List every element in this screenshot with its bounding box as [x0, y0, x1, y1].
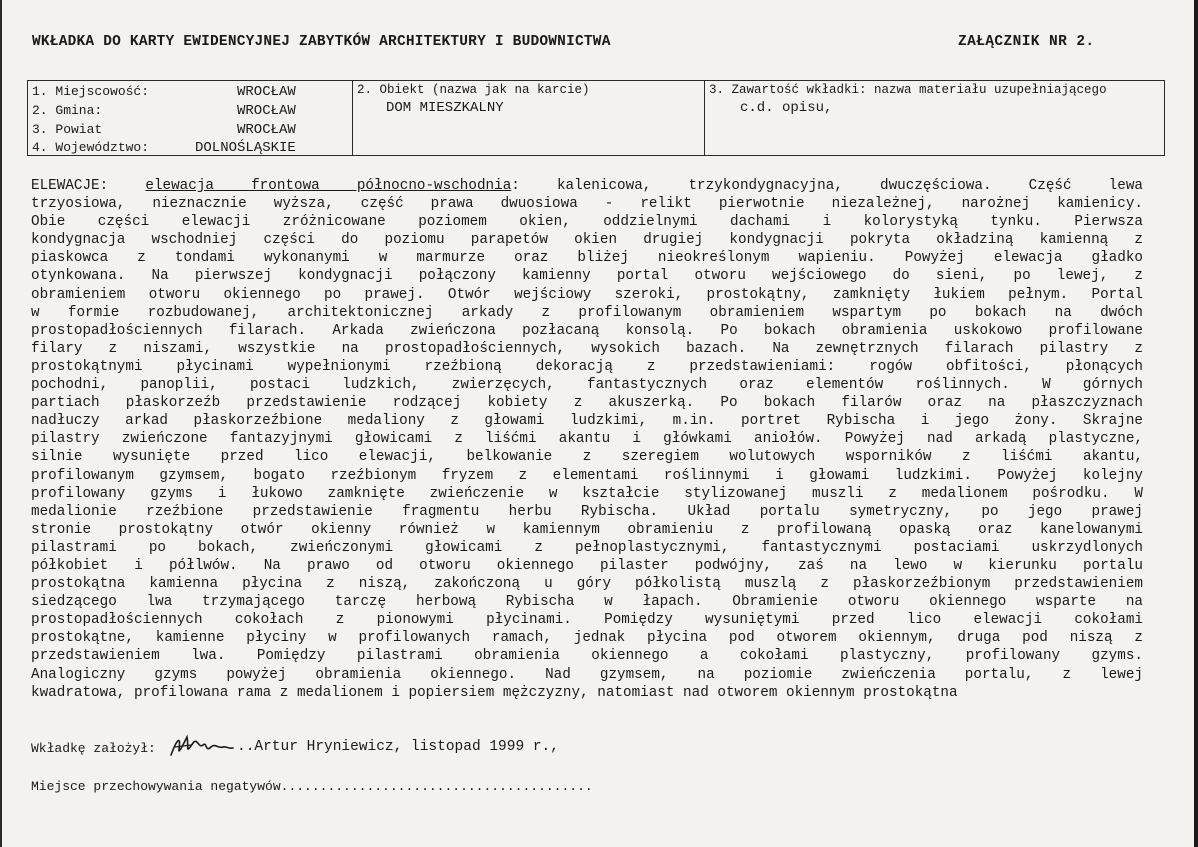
location-label: 3. Powiat	[32, 122, 103, 137]
description-line: otynkowana. Na pierwszej kondygnacji połączony kamienny portal otworu wejściowego do sieni, po lewej, z	[31, 268, 1143, 285]
description-line: Obie części elewacji zróżnicowane poziomem okien, oddzielnymi dachami i kolorystyką tynku. Pierwsza	[31, 214, 1143, 231]
handwritten-signature	[167, 733, 237, 761]
description-line: pilastrami po bokach, zwieńczonymi głowicami z pełnoplastycznymi, fantastycznymi postaciami uskrzydlonych	[31, 539, 1143, 556]
description-line: prostokątne, kamienne płyciny w profilowanych ramach, jednak płycina pod otworem okiennym, druga pod niszą z	[31, 630, 1143, 647]
description-line: kwadratowa, profilowana rama z medalionem i popiersiem mężczyzny, natomiast nad otworem okiennym prostokątna	[31, 684, 958, 701]
description-line: prostopadłościennych cokołach z pionowymi płycinami. Pomiędzy wysuniętymi przed lico elewacji cokołami	[31, 612, 1143, 629]
description-line: w formie rozbudowanej, architektonicznej arkady z profilowanym obramieniem wspartym po bokach na dwóch	[31, 304, 1143, 321]
negatives-storage-line: Miejsce przechowywania negatywów........................................	[31, 779, 593, 794]
location-value: WROCŁAW	[237, 84, 296, 100]
description-line: profilowanym gzymsem, bogato rzeźbionym fryzem z elementami roślinnymi i głowami ludzkimi. Powyżej kolejny	[31, 467, 1143, 484]
section-prefix: ELEWACJE:	[31, 178, 146, 194]
left-edge	[0, 0, 2, 847]
contents-heading: 3. Zawartość wkładki: nazwa materiału uzupełniającego	[709, 83, 1107, 97]
description-line: profilowany gzyms i łukowo zamknięte zwieńczenie w kształcie stylizowanej muszli z medalionem pośrodku. W	[31, 485, 1143, 502]
author-label: Wkładkę założył:	[31, 741, 156, 756]
location-column	[28, 81, 353, 155]
description-line: obramieniem otworu okiennego po prawej. Otwór wejściowy szeroki, prostokątny, zamknięty łukiem pełnym. Portal	[31, 286, 1143, 303]
description-line: filary z niszami, wszystkie na prostopadłościennych, wysokich bazach. Na zewnętrznych filarach pilastry z	[31, 340, 1143, 357]
author-name: ..Artur Hryniewicz, listopad 1999 r.,	[237, 739, 559, 755]
description-text	[31, 177, 1143, 702]
card-title: WKŁADKA DO KARTY EWIDENCYJNEJ ZABYTKÓW ARCHITEKTURY I BUDOWNICTWA	[32, 34, 611, 50]
description-line: stronie prostokątny otwór okienny również w kamiennym obramieniu z profilowaną opaską oraz kanelowanymi	[31, 521, 1143, 538]
facade-heading: elewacja frontowa północno-wschodnia	[145, 178, 512, 194]
annex-number: ZAŁĄCZNIK NR 2.	[958, 34, 1095, 50]
location-label: 2. Gmina:	[32, 103, 103, 118]
location-label: 1. Miejscowość:	[32, 84, 150, 99]
object-value: DOM MIESZKALNY	[386, 100, 504, 116]
metadata-table	[27, 80, 1165, 156]
object-heading: 2. Obiekt (nazwa jak na karcie)	[357, 83, 590, 97]
description-line: piaskowca z tondami wykonanymi w marmurze oraz bliżej nieokreślonym wapieniu. Powyżej elewacja gładko	[31, 250, 1143, 267]
description-line: prostopadłościennych filarach. Arkada zwieńczona pozłacaną konsolą. Po bokach obramienia uskokowo profilowane	[31, 322, 1143, 339]
description-line: trzyosiowa, nieznacznie wyższa, część prawa dwuosiowa - relikt pierwotnie niezależnej, narożnej kamienicy.	[31, 196, 1143, 213]
description-line: kondygnacja wschodniej części do poziomu parapetów okien drugiej kondygnacji pokryta okładziną kamienną z	[31, 232, 1143, 249]
description-line: pilastry zwieńczone fantazyjnymi głowicami z liśćmi akantu i główkami aniołów. Powyżej nad arkadą plastyczne,	[31, 431, 1143, 448]
description-line: siedzącego lwa trzymającego tarczę herbową Rybischa w łapach. Obramienie otworu okiennego wsparte na	[31, 594, 1143, 611]
description-line: silnie wysunięte przed lico elewacji, belkowanie z szeregiem wolutowych wsporników z liśćmi akantu,	[31, 449, 1143, 466]
description-line: prostokątnymi płycinami wypełnionymi rzeźbioną dekoracją z przedstawieniami: rogów obfitości, płonących	[31, 358, 1143, 375]
description-line: przedstawieniem lwa. Pomiędzy pilastrami obramienia okiennego a cokołami plastyczny, profilowany gzyms.	[31, 648, 1143, 665]
location-value: WROCŁAW	[237, 122, 296, 138]
description-line	[31, 177, 1143, 195]
description-line: pochodni, panoplii, postaci ludzkich, zwierzęcych, fantastycznych oraz elementów roślinnych. W górnych	[31, 377, 1143, 394]
description-line: prostokątna kamienna płycina z niszą, zakończoną u góry półkolistą muszlą z płaskorzeźbionym przedstawieniem	[31, 576, 1143, 593]
description-line: półkobiet i półlwów. Na prawo od otworu okiennego pilaster podwójny, zaś na lewo w kierunku portalu	[31, 557, 1143, 574]
object-column	[353, 81, 705, 155]
right-edge	[1194, 0, 1198, 847]
location-value: WROCŁAW	[237, 103, 296, 119]
location-value: DOLNOŚLĄSKIE	[195, 140, 296, 156]
description-line: medalionie rzeźbione przedstawienie fragmentu herbu Rybischa. Układ portalu symetryczny, po jego prawej	[31, 503, 1143, 520]
description-line: nadłuczy arkad płaskorzeźbione medaliony z głowami ludzkimi, m.in. portret Rybischa i jego żony. Skrajne	[31, 413, 1143, 430]
description-line: partiach płaskorzeźb przedstawienie rodzącej kobiety z akuszerką. Po bokach filarów oraz na płaszczyznach	[31, 395, 1143, 412]
contents-value: c.d. opisu,	[740, 100, 833, 116]
location-label: 4. Województwo:	[32, 140, 150, 155]
description-line-rest: : kalenicowa, trzykondygnacyjna, dwuczęściowa. Część lewa	[511, 178, 1143, 194]
contents-column	[705, 81, 1166, 155]
description-line: Analogiczny gzyms powyżej obramienia okiennego. Nad gzymsem, na poziomie zwieńczenia portalu, z lewej	[31, 666, 1143, 683]
